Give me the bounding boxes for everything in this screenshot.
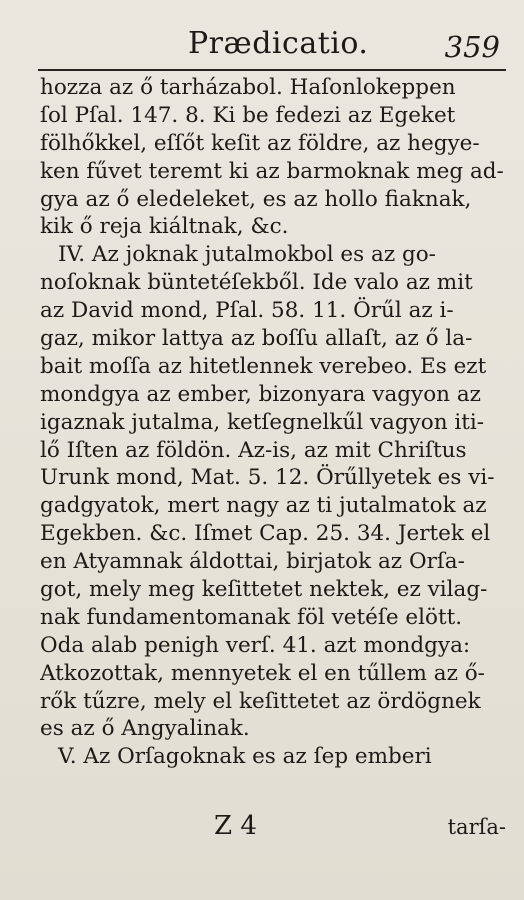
text-line: noſoknak büntetéſekből. Ide valo az mit [40,270,473,296]
text-line: igaznak jutalma, ketſegnelkűl vagyon iti- [40,409,485,435]
text-line: ſol Pſal. 147. 8. Ki be fedezi az Egeket [40,102,456,128]
section-heading-line: V. Az Orſagoknak es az ſep emberi [58,744,432,770]
section-heading-line: IV. Az joknak jutalmokbol es az go- [58,242,436,268]
page-header [40,22,512,66]
catchword: tarſa- [447,815,506,839]
text-line: hozza az ő tarházabol. Haſonlokeppen [40,75,456,100]
text-line: Oda alab penigh verſ. 41. azt mondgya: [40,632,471,658]
signature-mark: Z 4 [214,811,257,841]
text-line: fölhőkkel, eſſőt keſit az földre, az hegye- [40,130,480,156]
text-line: gaz, mikor lattya az boſſu allaſt, az ő la- [40,326,473,352]
text-line: kik ő reja kiáltnak, &c. [40,214,289,240]
text-line: az David mond, Pſal. 58. 11. Örűl az i- [40,298,454,324]
text-line: Urunk mond, Mat. 5. 12. Örűllyetek es vi- [40,465,495,491]
text-line: en Atyamnak áldottai, birjatok az Orſa- [40,549,465,575]
text-line: bait moſſa az hitetlennek verebeo. Es ezt [40,353,487,379]
text-line: got, mely meg keſittetet nektek, ez vilag- [40,577,488,603]
page-footer [40,811,510,845]
text-line: lő Iſten az földön. Az-is, az mit Chriſtus [40,437,467,463]
text-line: rők tűzre, mely el keſittetet az ördögnek [40,688,481,714]
text-line: nak fundamentomanak föl vetéſe elött. [40,604,463,630]
text-line: gya az ő eledeleket, es az hollo fiaknak, [40,186,472,212]
header-rule [38,69,506,71]
text-line: ken fűvet teremt ki az barmoknak meg ad- [40,158,504,184]
text-line: mondgya az ember, bizonyara vagyon az [40,381,481,407]
text-line: Egekben. &c. Iſmet Cap. 25. 34. Jertek el [40,521,491,547]
body-text [40,74,510,771]
text-line: gadgyatok, mert nagy az ti jutalmatok az [40,493,487,519]
page-number: 359 [444,30,500,64]
text-line: es az ő Angyalinak. [40,716,250,742]
running-title: Prædicatio. [188,26,369,61]
text-line: Atkozottak, mennyetek el en tűllem az ő- [40,660,485,686]
